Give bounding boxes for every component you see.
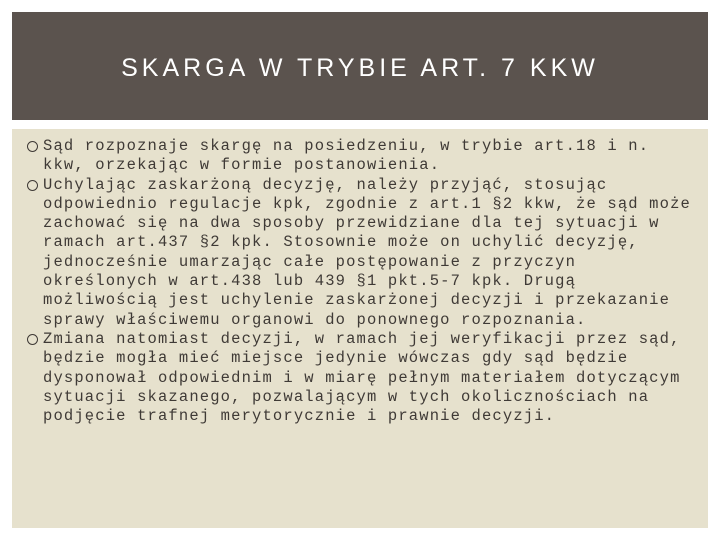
circle-bullet-icon [27, 180, 38, 191]
circle-bullet-icon [27, 141, 38, 152]
bullet-text-3: Zmiana natomiast decyzji, w ramach jej weryfikacji przez sąd, będzie mogła mieć miejsce jedynie wówczas gdy sąd będzie dysponował odpowiednim i w miarę pełnym materiałem dotyczącym sytuacji skazanego, pozwalającym w tych okolicznościach na podjęcie trafnej merytorycznie i prawnie decyzji. [43, 329, 681, 426]
slide-content [12, 129, 708, 528]
bullet-item-1 [27, 137, 694, 176]
circle-bullet-icon [27, 334, 38, 345]
bullet-list [27, 137, 694, 426]
bullet-text-1: Sąd rozpoznaje skargę na posiedzeniu, w trybie art.18 i n. kkw, orzekając w formie postanowienia. [43, 137, 650, 175]
slide-title-bar [12, 12, 708, 120]
bullet-item-2 [27, 176, 694, 330]
bullet-text-2: Uchylając zaskarżoną decyzję, należy przyjąć, stosując odpowiednio regulacje kpk, zgodnie z art.1 §2 kkw, że sąd może zachować się na dwa sposoby przewidziane dla tej sytuacji w ramach art.437 §2 kpk. Stosownie może on uchylić decyzję, jednocześnie umarzając całe postępowanie z przyczyn określonych w art.438 lub 439 §1 pkt.5-7 kpk. Drugą możliwością jest uchylenie zaskarżonej decyzji i przekazanie sprawy właściwemu organowi do ponownego rozpoznania. [43, 175, 691, 329]
slide-title: SKARGA W TRYBIE ART. 7 KKW [121, 53, 599, 82]
bullet-item-3 [27, 330, 694, 426]
